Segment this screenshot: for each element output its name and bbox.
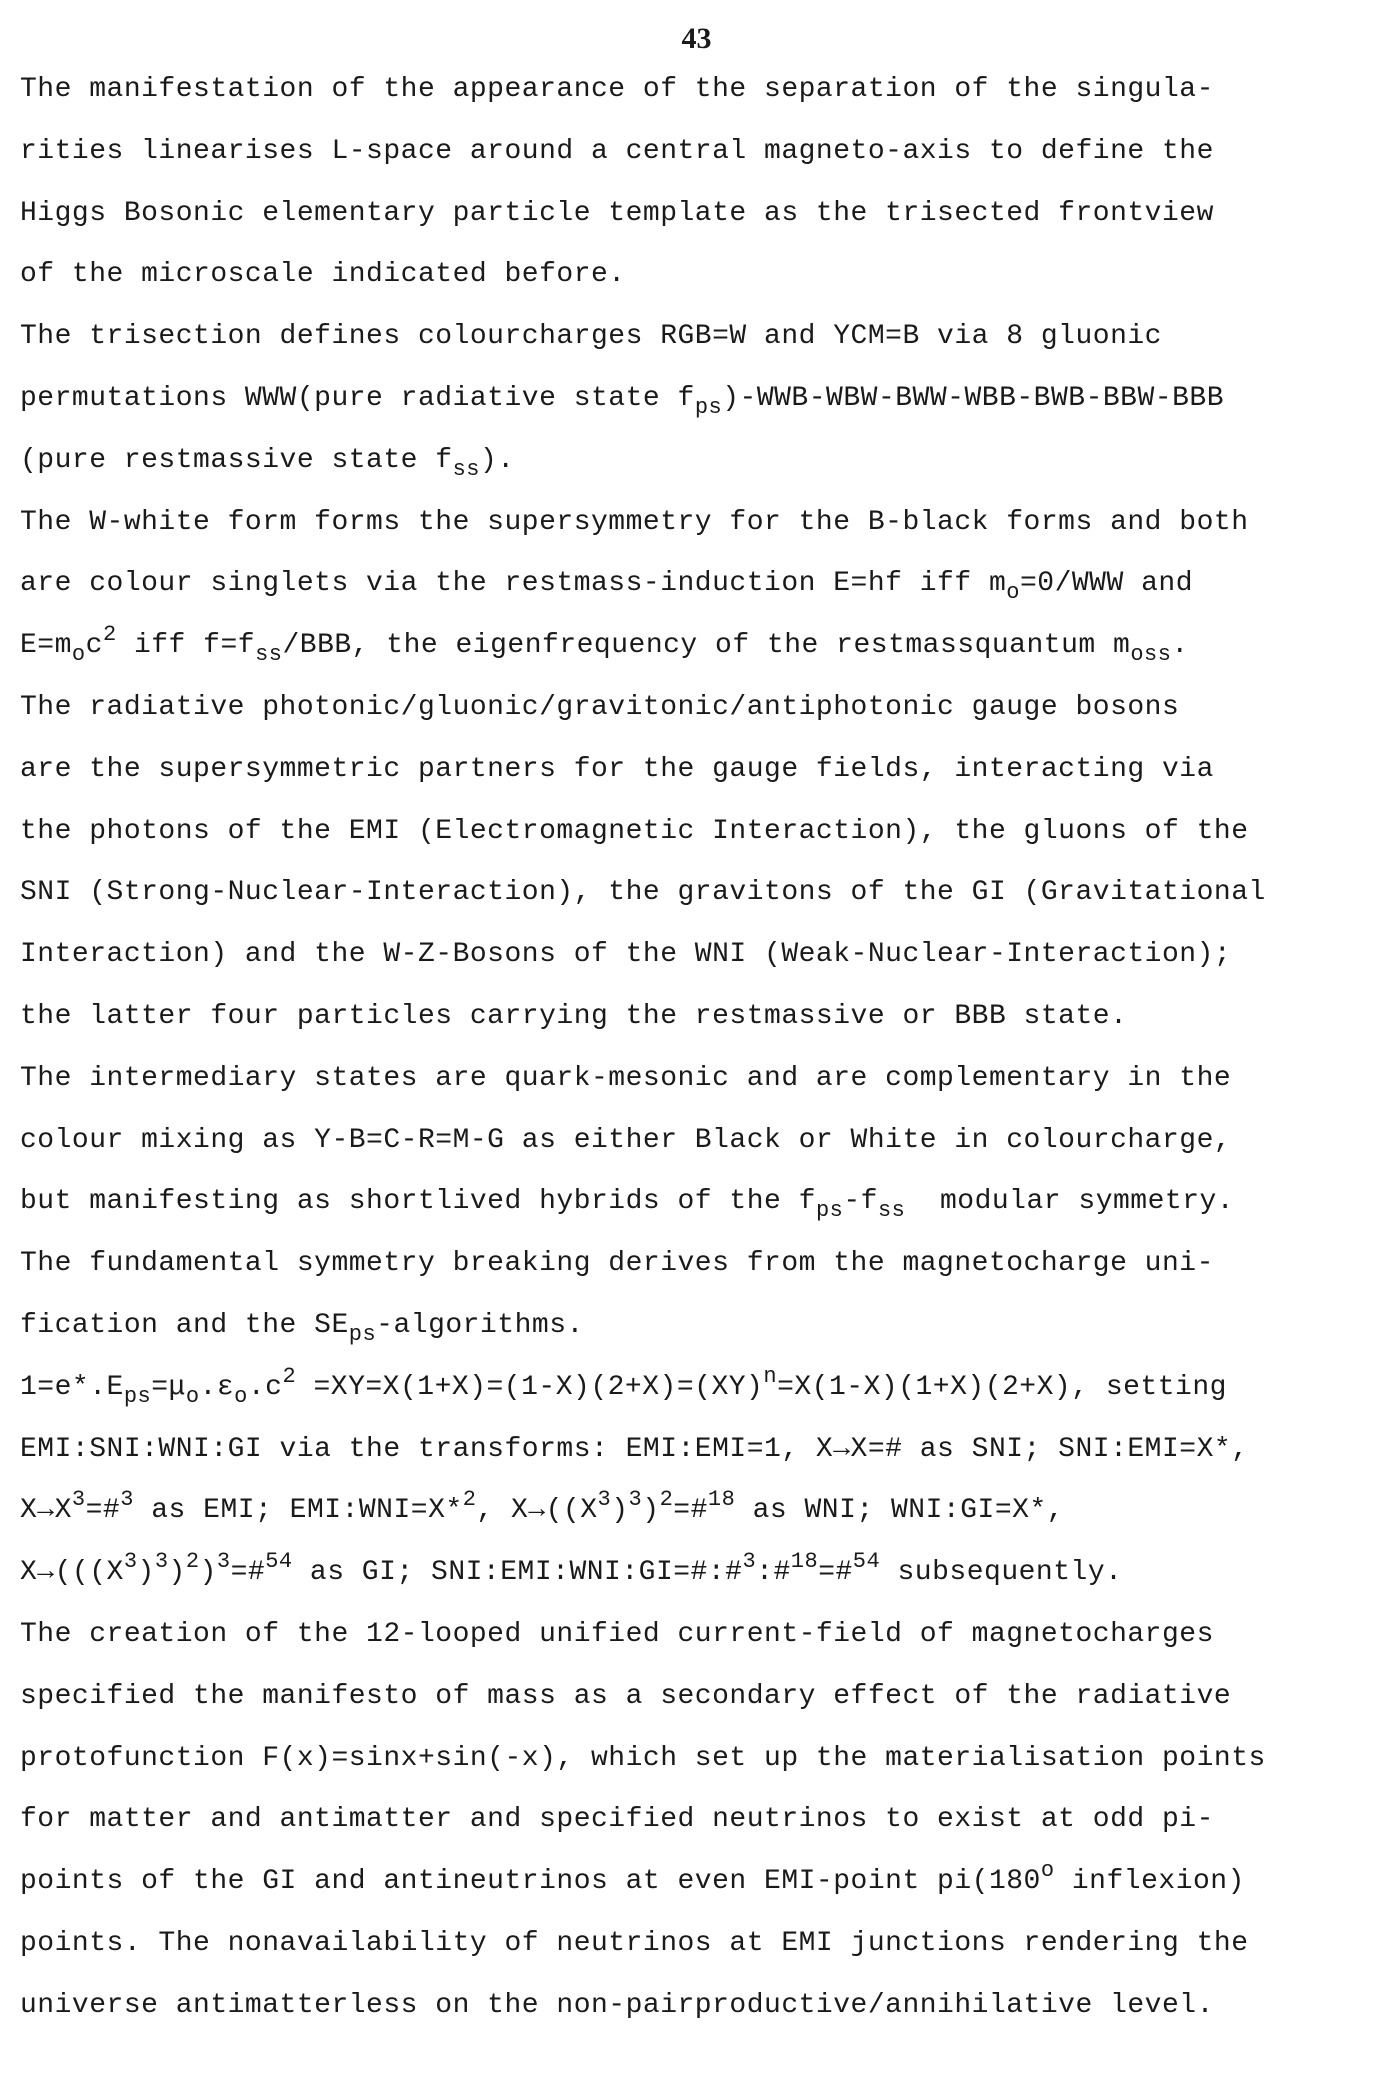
text-segment: =# bbox=[230, 1557, 266, 1589]
text-line bbox=[20, 70, 1380, 132]
superscript: 2 bbox=[102, 622, 117, 648]
text-segment: The intermediary states are quark-mesonic and are complementary in the bbox=[20, 1062, 1232, 1094]
text-line bbox=[20, 1430, 1380, 1492]
text-segment: fication and the SE bbox=[20, 1309, 349, 1341]
text-segment: are the supersymmetric partners for the gauge fields, interacting via bbox=[20, 753, 1214, 785]
text-segment: iff f=f bbox=[116, 630, 256, 662]
superscript: 3 bbox=[120, 1487, 134, 1513]
text-segment: X→(((X bbox=[20, 1557, 124, 1589]
text-segment: =X(1-X)(1+X)(2+X), setting bbox=[777, 1371, 1227, 1403]
text-line bbox=[20, 1924, 1380, 1986]
superscript: 3 bbox=[71, 1487, 86, 1513]
subscript: o bbox=[1006, 580, 1020, 606]
superscript: 54 bbox=[265, 1549, 293, 1575]
text-line bbox=[20, 255, 1380, 317]
page-number: 43 bbox=[681, 22, 712, 55]
text-line bbox=[20, 688, 1380, 750]
text-segment: of the microscale indicated before. bbox=[20, 259, 626, 291]
text-line bbox=[20, 564, 1380, 626]
subscript: ss bbox=[877, 1198, 906, 1224]
text-segment: -algorithms. bbox=[376, 1309, 584, 1341]
text-segment: colour mixing as Y-B=C-R=M-G as either Black or White in colourcharge, bbox=[20, 1124, 1232, 1156]
subscript: o bbox=[71, 642, 86, 668]
text-segment: are colour singlets via the restmass-induction E=hf iff m bbox=[20, 568, 1007, 600]
text-line bbox=[20, 1244, 1380, 1306]
superscript: 2 bbox=[659, 1487, 674, 1513]
text-segment: =0/WWW and bbox=[1019, 568, 1193, 600]
text-segment: as EMI; EMI:WNI=X* bbox=[133, 1495, 463, 1527]
superscript: 18 bbox=[707, 1487, 736, 1513]
text-line bbox=[20, 441, 1380, 503]
text-segment: as GI; SNI:EMI:WNI:GI=#:# bbox=[292, 1557, 743, 1589]
text-segment: .c bbox=[247, 1371, 283, 1403]
text-line bbox=[20, 1615, 1380, 1677]
text-segment: Interaction) and the W-Z-Bosons of the WNI (Weak-Nuclear-Interaction); bbox=[20, 939, 1232, 971]
text-line bbox=[20, 1306, 1380, 1368]
text-segment: The fundamental symmetry breaking derives from the magnetocharge uni- bbox=[20, 1248, 1214, 1280]
text-segment: EMI:SNI:WNI:GI via the transforms: EMI:EMI=1, X→X=# as SNI; SNI:EMI=X*, bbox=[20, 1433, 1249, 1465]
text-line bbox=[20, 750, 1380, 812]
text-line bbox=[20, 1182, 1380, 1244]
text-segment: ) bbox=[168, 1557, 186, 1589]
text-segment: .ε bbox=[199, 1371, 235, 1403]
text-segment: =μ bbox=[151, 1371, 186, 1403]
text-segment: ) bbox=[642, 1495, 660, 1527]
text-line bbox=[20, 1059, 1380, 1121]
text-segment: c bbox=[85, 630, 103, 662]
superscript: 3 bbox=[628, 1487, 643, 1513]
superscript: 3 bbox=[597, 1487, 612, 1513]
text-line bbox=[20, 1121, 1380, 1183]
text-segment: , X→((X bbox=[476, 1495, 598, 1527]
text-segment: The creation of the 12-looped unified current-field of magnetocharges bbox=[20, 1618, 1214, 1650]
text-segment: Higgs Bosonic elementary particle template as the trisected frontview bbox=[20, 197, 1214, 229]
text-segment: The radiative photonic/gluonic/gravitonic/antiphotonic gauge bosons bbox=[20, 691, 1180, 723]
subscript: o bbox=[234, 1383, 248, 1409]
text-line bbox=[20, 1677, 1380, 1739]
superscript: 2 bbox=[282, 1363, 297, 1389]
text-segment: the latter four particles carrying the restmassive or BBB state. bbox=[20, 1000, 1128, 1032]
subscript: ps bbox=[815, 1198, 844, 1224]
superscript: 3 bbox=[216, 1549, 231, 1575]
superscript: n bbox=[763, 1363, 778, 1389]
text-segment: ) bbox=[199, 1557, 217, 1589]
superscript: 2 bbox=[185, 1549, 200, 1575]
text-line bbox=[20, 812, 1380, 874]
subscript: oss bbox=[1130, 642, 1172, 668]
text-line bbox=[20, 1739, 1380, 1801]
text-segment: permutations WWW(pure radiative state f bbox=[20, 382, 695, 414]
superscript: 54 bbox=[852, 1549, 881, 1575]
text-segment: universe antimatterless on the non-pairproductive/annihilative level. bbox=[20, 1989, 1214, 2021]
text-segment: modular symmetry. bbox=[905, 1186, 1235, 1218]
text-segment: protofunction F(x)=sinx+sin(-x), which set up the materialisation points bbox=[20, 1742, 1266, 1774]
superscript: 3 bbox=[154, 1549, 169, 1575]
text-segment: subsequently. bbox=[880, 1557, 1123, 1589]
text-segment: =# bbox=[673, 1495, 708, 1527]
text-segment: points. The nonavailability of neutrinos at EMI junctions rendering the bbox=[20, 1927, 1249, 1959]
text-line bbox=[20, 132, 1380, 194]
text-line bbox=[20, 997, 1380, 1059]
text-segment: . bbox=[1171, 630, 1189, 662]
text-segment: for matter and antimatter and specified neutrinos to exist at odd pi- bbox=[20, 1804, 1214, 1836]
text-line bbox=[20, 1549, 1380, 1615]
text-segment: The manifestation of the appearance of the separation of the singula- bbox=[20, 74, 1214, 105]
text-segment: :# bbox=[756, 1557, 791, 1589]
superscript: 3 bbox=[123, 1549, 138, 1575]
text-segment: /BBB, the eigenfrequency of the restmassquantum m bbox=[282, 630, 1131, 662]
text-segment: The W-white form forms the supersymmetry for the B-black forms and both bbox=[20, 506, 1249, 538]
text-segment: ) bbox=[611, 1495, 629, 1527]
text-segment: X→X bbox=[20, 1495, 72, 1527]
text-line bbox=[20, 379, 1380, 441]
text-segment: E=m bbox=[20, 630, 72, 662]
text-segment: The trisection defines colourcharges RGB=W and YCM=B via 8 gluonic bbox=[20, 321, 1162, 353]
text-segment: =XY=X(1+X)=(1-X)(2+X)=(XY) bbox=[296, 1371, 764, 1403]
text-segment: ) bbox=[137, 1557, 155, 1589]
text-line bbox=[20, 317, 1380, 379]
text-segment: =# bbox=[818, 1557, 853, 1589]
subscript: ps bbox=[348, 1321, 377, 1347]
text-segment: inflexion) bbox=[1054, 1866, 1245, 1898]
text-line bbox=[20, 1858, 1380, 1924]
superscript: 2 bbox=[462, 1487, 477, 1513]
text-segment: specified the manifesto of mass as a secondary effect of the radiative bbox=[20, 1680, 1232, 1712]
text-segment: rities linearises L-space around a central magneto-axis to define the bbox=[20, 135, 1214, 167]
text-segment: but manifesting as shortlived hybrids of the f bbox=[20, 1186, 816, 1218]
subscript: ss bbox=[452, 456, 480, 482]
text-segment: SNI (Strong-Nuclear-Interaction), the gravitons of the GI (Gravitational bbox=[20, 877, 1266, 909]
superscript: 18 bbox=[790, 1549, 819, 1575]
text-segment: =# bbox=[85, 1495, 121, 1527]
text-segment: )-WWB-WBW-BWW-WBB-BWB-BBW-BBB bbox=[722, 382, 1224, 414]
text-line bbox=[20, 873, 1380, 935]
subscript: ps bbox=[694, 394, 723, 420]
text-line bbox=[20, 1487, 1380, 1553]
superscript: o bbox=[1040, 1858, 1055, 1884]
text-line bbox=[20, 1800, 1380, 1862]
text-line bbox=[20, 194, 1380, 256]
text-line bbox=[20, 622, 1380, 688]
subscript: ps bbox=[123, 1383, 152, 1409]
superscript: 3 bbox=[742, 1549, 757, 1575]
text-segment: (pure restmassive state f bbox=[20, 444, 453, 476]
text-segment: -f bbox=[843, 1186, 878, 1218]
text-line bbox=[20, 1363, 1380, 1430]
text-segment: ). bbox=[479, 444, 515, 476]
text-segment: points of the GI and antineutrinos at even EMI-point pi(180 bbox=[20, 1866, 1041, 1898]
text-line bbox=[20, 935, 1380, 997]
text-segment: the photons of the EMI (Electromagnetic Interaction), the gluons of the bbox=[20, 815, 1249, 847]
subscript: ss bbox=[255, 642, 283, 668]
text-segment: 1=e*.E bbox=[20, 1371, 124, 1403]
subscript: o bbox=[185, 1383, 200, 1409]
body-text bbox=[20, 70, 1380, 2048]
text-line bbox=[20, 1986, 1380, 2048]
text-line bbox=[20, 503, 1380, 565]
text-segment: as WNI; WNI:GI=X*, bbox=[735, 1495, 1065, 1527]
